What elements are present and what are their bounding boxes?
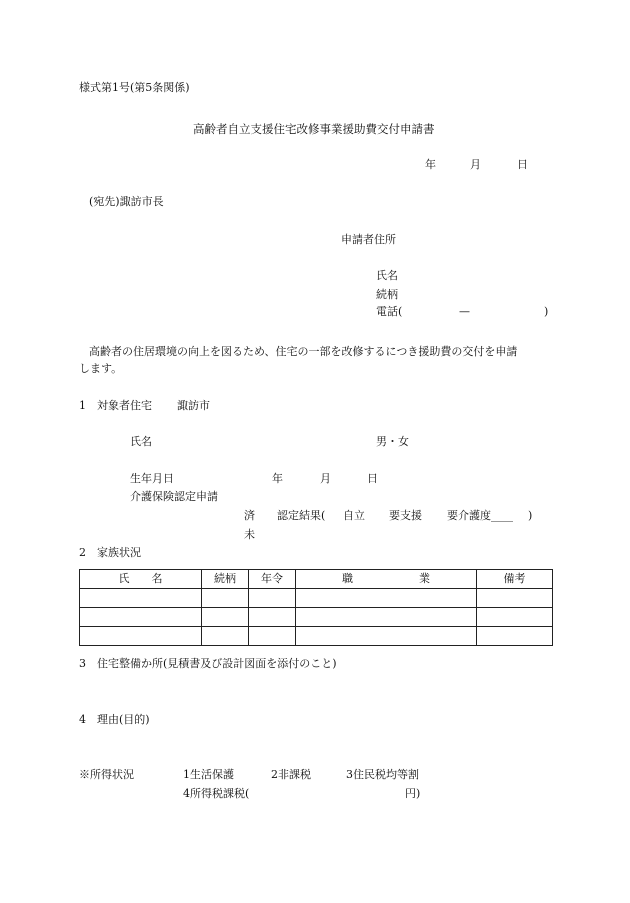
section-1-heading: 1 対象者住宅 (79, 399, 152, 412)
cell-notes[interactable] (477, 627, 553, 646)
date-day: 日 (517, 158, 528, 171)
column-notes: 備考 (477, 570, 553, 589)
family-table (79, 569, 553, 646)
cell-age[interactable] (249, 627, 296, 646)
addressee: (宛先)諏訪市長 (89, 195, 164, 208)
section-4-heading: 4 理由(目的) (79, 713, 150, 726)
income-label: ※所得状況 (79, 768, 134, 781)
section-1-city: 諏訪市 (177, 399, 210, 412)
cell-relation[interactable] (202, 589, 249, 608)
form-number: 様式第1号(第5条関係) (79, 81, 190, 94)
section-1-care-level: 要介護度____ (447, 509, 513, 522)
column-age: 年令 (249, 570, 296, 589)
applicant-phone-close: ) (544, 305, 549, 318)
section-3-heading: 3 住宅整備か所(見積書及び設計図面を添付のこと) (79, 657, 337, 670)
income-yen: 円) (405, 787, 421, 800)
section-1-support: 要支援 (389, 509, 422, 522)
date-year: 年 (425, 158, 436, 171)
section-1-birth-month: 月 (320, 472, 331, 485)
table-row (80, 589, 553, 608)
applicant-relation-label: 続柄 (376, 288, 398, 301)
date-month: 月 (470, 158, 481, 171)
income-option-2[interactable]: 2非課税 (271, 768, 311, 781)
body-line-2: します。 (79, 362, 123, 375)
cell-name[interactable] (80, 627, 202, 646)
column-relation: 続柄 (202, 570, 249, 589)
column-job: 職 業 (296, 570, 477, 589)
section-1-not-yet: 未 (244, 528, 255, 541)
applicant-phone-dash: — (459, 305, 470, 318)
section-1-birth-label: 生年月日 (130, 472, 174, 485)
section-1-name-label: 氏名 (130, 435, 152, 448)
cell-job[interactable] (296, 627, 477, 646)
cell-name[interactable] (80, 608, 202, 627)
cell-job[interactable] (296, 608, 477, 627)
applicant-name-label: 氏名 (376, 269, 398, 282)
table-row (80, 608, 553, 627)
income-option-1[interactable]: 1生活保護 (183, 768, 234, 781)
cell-notes[interactable] (477, 589, 553, 608)
section-2-heading: 2 家族状況 (79, 546, 141, 559)
applicant-phone-label: 電話( (376, 305, 403, 318)
section-1-birth-day: 日 (367, 472, 378, 485)
section-1-birth-year: 年 (272, 472, 283, 485)
family-table-header (80, 570, 553, 589)
section-1-care-label: 介護保険認定申請 (130, 490, 218, 503)
body-line-1: 高齢者の住居環境の向上を図るため、住宅の一部を改修するにつき援助費の交付を申請 (89, 345, 518, 358)
section-1-independent: 自立 (343, 509, 365, 522)
section-1-sex: 男・女 (376, 435, 409, 448)
column-name: 氏 名 (80, 570, 202, 589)
cell-relation[interactable] (202, 627, 249, 646)
income-option-3[interactable]: 3住民税均等割 (346, 768, 419, 781)
section-1-result-close: ) (528, 509, 533, 522)
cell-relation[interactable] (202, 608, 249, 627)
applicant-address-label: 申請者住所 (341, 233, 396, 246)
cell-age[interactable] (249, 589, 296, 608)
cell-job[interactable] (296, 589, 477, 608)
form-title: 高齢者自立支援住宅改修事業援助費交付申請書 (193, 122, 435, 136)
income-option-4[interactable]: 4所得税課税( (183, 787, 250, 800)
cell-notes[interactable] (477, 608, 553, 627)
cell-age[interactable] (249, 608, 296, 627)
section-1-result-label: 認定結果( (277, 509, 326, 522)
table-row (80, 627, 553, 646)
section-1-done: 済 (244, 509, 255, 522)
cell-name[interactable] (80, 589, 202, 608)
